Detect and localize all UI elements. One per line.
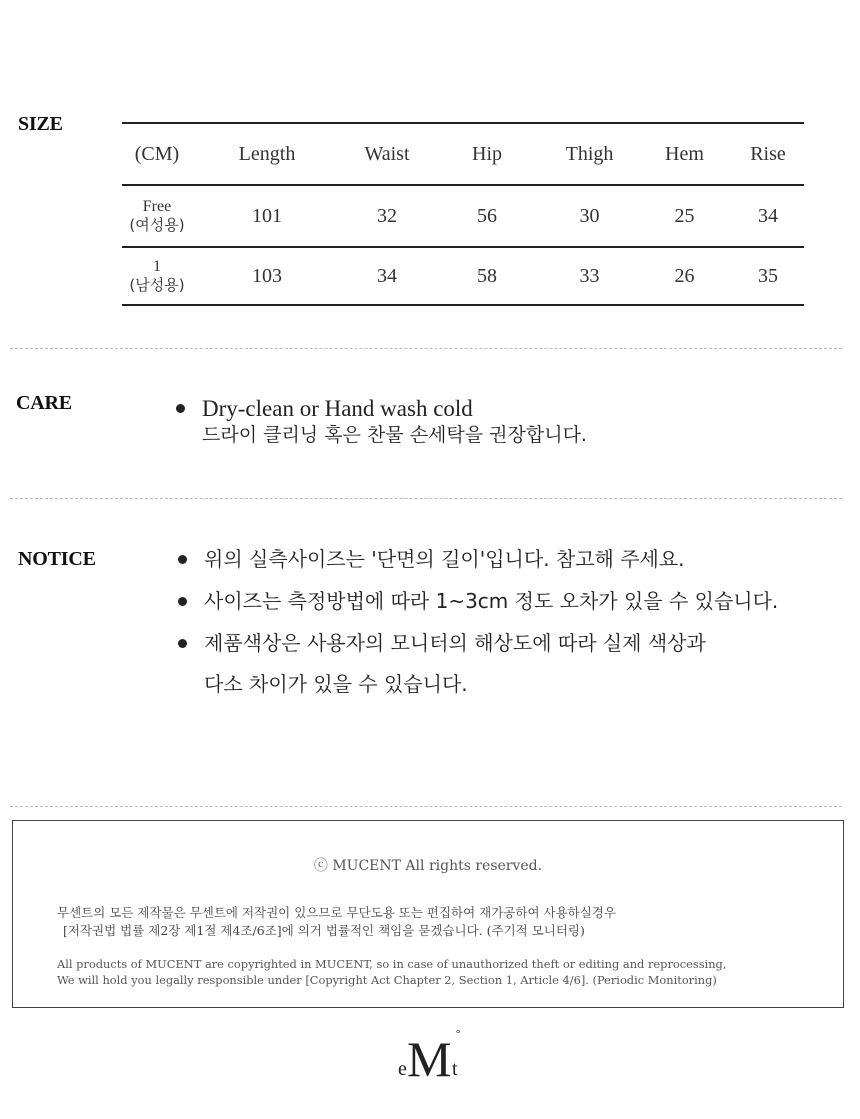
header-rise: Rise [750, 142, 786, 165]
header-hip: Hip [472, 142, 502, 165]
size-table-header-row [122, 123, 804, 185]
copyright-english-line-1: All products of MUCENT are copyrighted in MUCENT, so in case of unauthorized theft or editing and reprocessing, [57, 957, 727, 971]
size-table [122, 122, 804, 306]
care-section-label: CARE [16, 392, 72, 414]
copyright-korean-line-1: 무센트의 모든 제작물은 무센트에 저작권이 있으므로 무단도용 또는 편집하여 재가공하여 사용하실경우 [57, 905, 616, 920]
list-item [178, 587, 778, 615]
size-gender: (남성용) [129, 275, 185, 294]
notice-section-label: NOTICE [18, 548, 96, 570]
notice-list [178, 545, 778, 712]
row-label [122, 185, 192, 247]
list-item [178, 545, 778, 573]
header-waist: Waist [364, 142, 410, 165]
list-item [176, 396, 587, 448]
list-item [178, 629, 778, 698]
header-unit: (CM) [134, 142, 180, 165]
size-section-label: SIZE [18, 113, 63, 135]
cell-waist: 32 [377, 204, 397, 227]
logo-letter-m: M [407, 1031, 452, 1087]
cell-hip: 56 [477, 204, 497, 227]
header-length: Length [238, 142, 296, 165]
notice-text: 위의 실측사이즈는 '단면의 길이'입니다. 참고해 주세요. [204, 547, 685, 571]
copyright-title: ⓒ MUCENT All rights reserved. [313, 858, 543, 874]
size-gender: (여성용) [129, 215, 185, 234]
table-row [122, 185, 804, 247]
notice-text: 제품색상은 사용자의 모니터의 해상도에 따라 실제 색상과 [204, 631, 706, 655]
section-divider [10, 806, 842, 807]
bullet-icon [176, 404, 185, 413]
brand-logo [398, 1030, 468, 1090]
cell-length: 103 [252, 264, 282, 287]
notice-text: 사이즈는 측정방법에 따라 1~3cm 정도 오차가 있을 수 있습니다. [204, 589, 779, 613]
bullet-icon [178, 555, 187, 564]
bullet-icon [178, 597, 187, 606]
cell-rise: 34 [758, 204, 778, 227]
bullet-icon [178, 639, 187, 648]
care-list [176, 396, 587, 448]
copyright-korean-line-2: [저작권법 법률 제2장 제1절 제4조/6조]에 의거 법률적인 책임을 묻겠습니다. (주기적 모니터링) [63, 923, 585, 938]
size-name: 1 [153, 257, 161, 275]
care-text-en: Dry-clean or Hand wash cold [202, 396, 473, 421]
cell-hem: 25 [674, 204, 695, 227]
cell-rise: 35 [758, 264, 778, 287]
notice-text-continuation: 다소 차이가 있을 수 있습니다. [204, 672, 468, 696]
cell-hip: 58 [477, 264, 497, 287]
cell-thigh: 33 [579, 264, 600, 287]
cell-thigh: 30 [579, 204, 600, 227]
logo-degree-mark: ° [456, 1028, 461, 1040]
copyright-english-line-2: We will hold you legally responsible under [Copyright Act Chapter 2, Section 1, Article 4/6]. (Periodic Monitoring) [57, 973, 717, 987]
header-hem: Hem [665, 142, 704, 165]
care-text-ko: 드라이 클리닝 혹은 찬물 손세탁을 권장합니다. [202, 424, 587, 446]
cell-length: 101 [252, 204, 282, 227]
cell-waist: 34 [377, 264, 397, 287]
logo-letter-left: e [398, 1058, 407, 1080]
size-name: Free [142, 197, 172, 215]
section-divider [10, 498, 842, 499]
copyright-box [12, 820, 844, 1008]
table-row [122, 247, 804, 305]
cell-hem: 26 [674, 264, 695, 287]
section-divider [10, 348, 842, 349]
logo-letter-right: t [452, 1058, 458, 1080]
header-thigh: Thigh [565, 142, 614, 165]
row-label [122, 247, 192, 305]
